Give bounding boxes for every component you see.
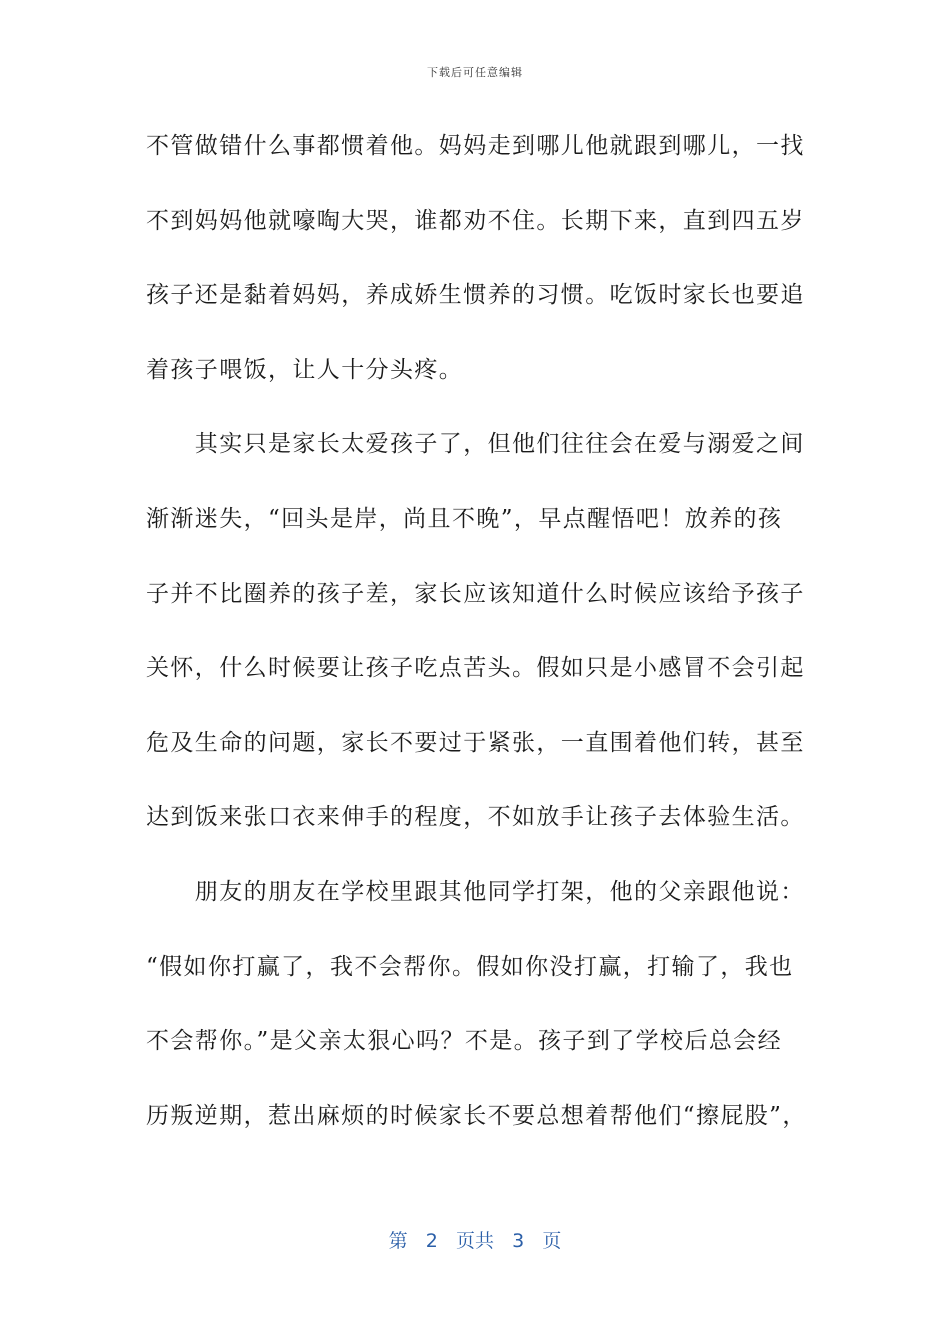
page-header: 下载后可任意编辑 bbox=[427, 66, 523, 79]
text-line: 不管做错什么事都惯着他。妈妈走到哪儿他就跟到哪儿，一找 bbox=[146, 133, 805, 159]
text-line: 达到饭来张口衣来伸手的程度，不如放手让孩子去体验生活。 bbox=[146, 804, 805, 831]
paragraph-1 bbox=[146, 114, 806, 412]
current-page-number: 2 bbox=[425, 1230, 438, 1252]
text-line: 朋友的朋友在学校里跟其他同学打架，他的父亲跟他说： bbox=[146, 878, 805, 905]
text-line: 子并不比圈养的孩子差，家长应该知道什么时候应该给予孩子 bbox=[146, 580, 805, 607]
text-line: 其实只是家长太爱孩子了，但他们往往会在爱与溺爱之间 bbox=[146, 431, 805, 458]
text-line: 历叛逆期，惹出麻烦的时候家长不要总想着帮他们“擦屁股”， bbox=[146, 1102, 807, 1129]
page-footer bbox=[0, 1226, 950, 1253]
footer-prefix: 第 bbox=[388, 1230, 408, 1252]
text-line: “假如你打赢了，我不会帮你。假如你没打赢，打输了，我也 bbox=[146, 953, 794, 980]
text-line: 不到妈妈他就嚎啕大哭，谁都劝不住。长期下来，直到四五岁 bbox=[146, 207, 805, 234]
document-body bbox=[146, 114, 806, 1158]
text-line: 关怀，什么时候要让孩子吃点苦头。假如只是小感冒不会引起 bbox=[146, 655, 805, 682]
paragraph-3 bbox=[146, 860, 806, 1158]
total-pages-number: 3 bbox=[512, 1230, 525, 1252]
text-line: 渐渐迷失，“回头是岸，尚且不晚”，早点醒悟吧！放养的孩 bbox=[146, 505, 783, 532]
text-line: 不会帮你。”是父亲太狠心吗？不是。孩子到了学校后总会经 bbox=[146, 1028, 783, 1055]
text-line: 孩子还是黏着妈妈，养成娇生惯养的习惯。吃饭时家长也要追 bbox=[146, 282, 805, 309]
footer-middle: 页共 bbox=[455, 1230, 494, 1252]
paragraph-2 bbox=[146, 412, 806, 860]
footer-suffix: 页 bbox=[542, 1230, 562, 1252]
text-line: 危及生命的问题，家长不要过于紧张，一直围着他们转，甚至 bbox=[146, 729, 805, 756]
text-line: 着孩子喂饭，让人十分头疼。 bbox=[146, 356, 464, 383]
